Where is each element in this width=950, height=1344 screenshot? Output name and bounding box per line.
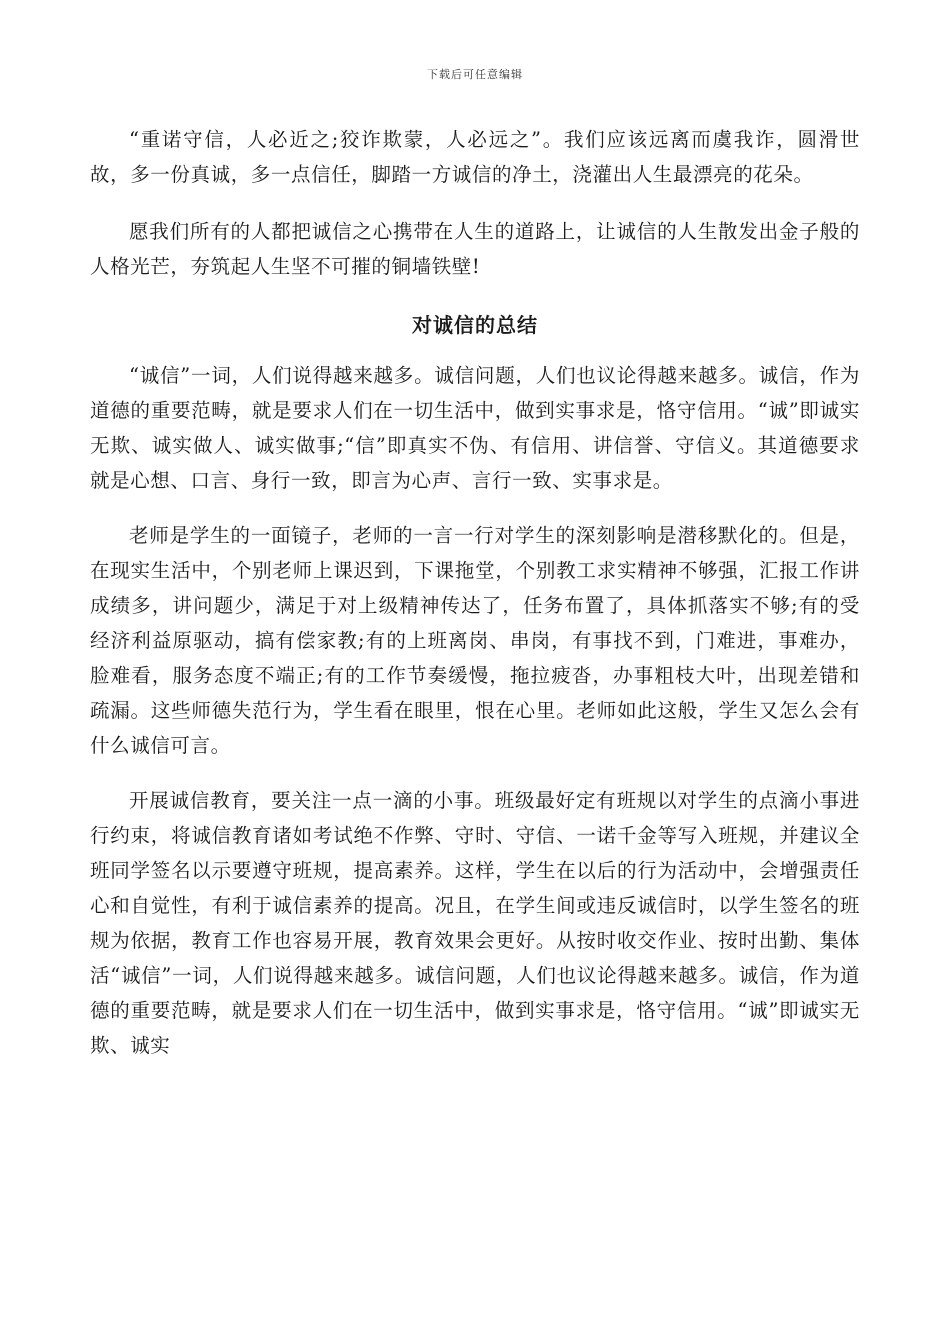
section-title: 对诚信的总结 [412, 313, 538, 337]
paragraph-honesty-quote: “重诺守信，人必近之;狡诈欺蒙，人必远之”。我们应该远离而虞我诈，圆滑世故，多一份真诚，多一点信任，脚踏一方诚信的净土，浇灌出人生最漂亮的花朵。 [90, 128, 860, 186]
document-body [90, 122, 860, 1063]
paragraph-education: 开展诚信教育，要关注一点一滴的小事。班级最好定有班规以对学生的点滴小事进行约束，将诚信教育诸如考试绝不作弊、守时、守信、一诺千金等写入班规，并建议全班同学签名以示要遵守班规，提高素养。这样，学生在以后的行为活动中，会增强责任心和自觉性，有利于诚信素养的提高。况且，在学生间或违反诚信时，以学生签名的班规为依据，教育工作也容易开展，教育效果会更好。从按时收交作业、按时出勤、集体活“诚信”一词，人们说得越来越多。诚信问题，人们也议论得越来越多。诚信，作为道德的重要范畴，就是要求人们在一切生活中，做到实事求是，恪守信用。“诚”即诚实无欺、诚实 [90, 789, 860, 1057]
paragraph-definition: “诚信”一词，人们说得越来越多。诚信问题，人们也议论得越来越多。诚信，作为道德的重要范畴，就是要求人们在一切生活中，做到实事求是，恪守信用。“诚”即诚实无欺、诚实做人、诚实做事;“信”即真实不伪、有信用、讲信誉、守信义。其道德要求就是心想、口言、身行一致，即言为心声、言行一致、实事求是。 [90, 364, 860, 492]
header-note: 下载后可任意编辑 [427, 68, 523, 81]
paragraph-wish: 愿我们所有的人都把诚信之心携带在人生的道路上，让诚信的人生散发出金子般的人格光芒，夯筑起人生坚不可摧的铜墙铁壁! [90, 220, 860, 278]
paragraph-teachers: 老师是学生的一面镜子，老师的一言一行对学生的深刻影响是潜移默化的。但是，在现实生活中，个别老师上课迟到，下课拖堂，个别教工求实精神不够强，汇报工作讲成绩多，讲问题少，满足于对上级精神传达了，任务布置了，具体抓落实不够;有的受经济利益原驱动，搞有偿家教;有的上班离岗、串岗，有事找不到，门难进，事难办，脸难看，服务态度不端正;有的工作节奏缓慢，拖拉疲沓，办事粗枝大叶，出现差错和疏漏。这些师德失范行为，学生看在眼里，恨在心里。老师如此这般，学生又怎么会有什么诚信可言。 [90, 524, 860, 757]
